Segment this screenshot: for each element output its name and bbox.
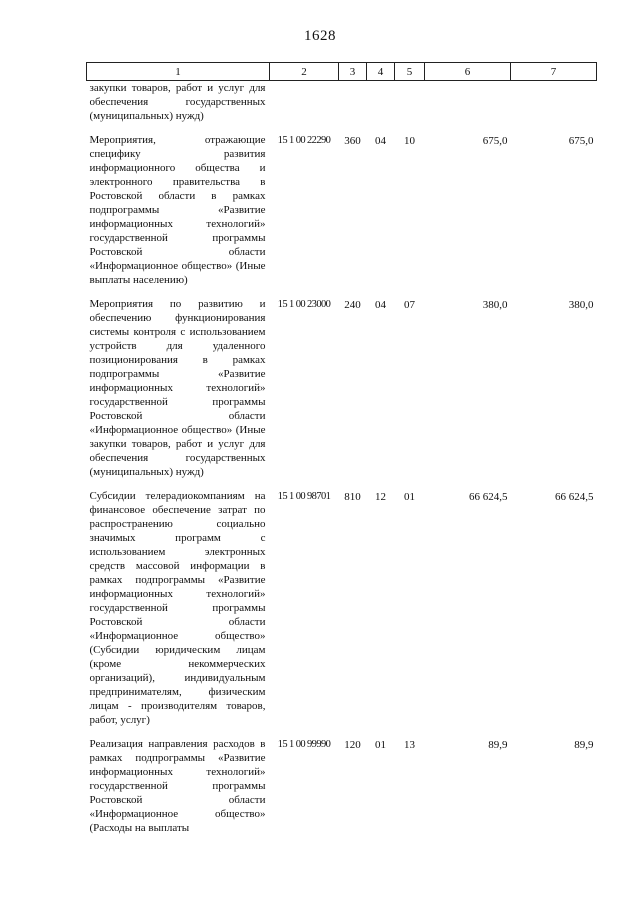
header-row (87, 63, 597, 81)
column-header-1: 1 (87, 63, 270, 81)
table-row (87, 81, 597, 124)
table-body (87, 81, 597, 836)
row-amount-1: 380,0 (482, 299, 508, 311)
budget-table (86, 62, 597, 835)
row-amount-2 (511, 81, 597, 124)
column-header-6: 6 (425, 63, 511, 81)
row-amount-1: 675,0 (482, 135, 508, 147)
column-header-2: 2 (270, 63, 339, 81)
table-row (87, 297, 597, 479)
row-description: закупки товаров, работ и услуг для обеспечения государственных (муниципальных) нужд) (89, 82, 266, 122)
row-amount-2: 66 624,5 (555, 491, 594, 503)
column-header-3: 3 (339, 63, 367, 81)
row-subsection: 07 (404, 299, 415, 311)
row-description: Субсидии телерадиокомпаниям на финансовое обеспечение затрат по распространению социально значимых программ с использованием электронных средств массовой информации в рамках подпрограммы «Развитие информационных технологий» государственной программы Ростовской области «Информационное общество» (Субсидии юридическим лицам (кроме некоммерческих организаций), индивидуальным предпринимателям, физическим лицам - производителям товаров, работ, услуг) (89, 490, 266, 726)
row-target-code (270, 81, 339, 124)
row-target-code: 15 1 00 23000 (277, 299, 331, 310)
column-header-5: 5 (395, 63, 425, 81)
row-spacer (87, 287, 597, 297)
row-section: 01 (375, 739, 386, 751)
row-target-code: 15 1 00 98701 (277, 491, 331, 502)
row-amount-2: 89,9 (574, 739, 594, 751)
row-amount-1: 89,9 (488, 739, 508, 751)
row-description: Реализация направления расходов в рамках подпрограммы «Развитие информационных технологий» государственной программы Ростовской области «Информационное общество» (Расходы на выплаты (89, 738, 266, 834)
table-row (87, 737, 597, 835)
row-spacer (87, 123, 597, 133)
row-spacer (87, 479, 597, 489)
column-header-4: 4 (367, 63, 395, 81)
row-subsection: 01 (404, 491, 415, 503)
row-amount-2: 380,0 (568, 299, 594, 311)
row-section (367, 81, 395, 124)
row-amount-1: 66 624,5 (469, 491, 508, 503)
row-section: 12 (375, 491, 386, 503)
row-expense-type: 810 (344, 491, 361, 503)
page-number: 1628 (304, 28, 336, 44)
table-row (87, 133, 597, 287)
row-target-code: 15 1 00 22290 (277, 135, 331, 146)
row-expense-type (339, 81, 367, 124)
row-amount-1 (425, 81, 511, 124)
row-target-code: 15 1 00 99990 (277, 739, 331, 750)
column-header-7: 7 (511, 63, 597, 81)
row-expense-type: 360 (344, 135, 361, 147)
row-subsection: 10 (404, 135, 415, 147)
table-row (87, 489, 597, 727)
row-spacer (87, 727, 597, 737)
row-amount-2: 675,0 (568, 135, 594, 147)
row-subsection (395, 81, 425, 124)
row-section: 04 (375, 135, 386, 147)
row-subsection: 13 (404, 739, 415, 751)
table-header (87, 63, 597, 81)
row-expense-type: 120 (344, 739, 361, 751)
row-description: Мероприятия, отражающие специфику развития информационного общества и электронного правительства в Ростовской области в рамках подпрограммы «Развитие информационных технологий» государственной программы Ростовской области «Информационное общество» (Иные выплаты населению) (89, 134, 266, 286)
row-description: Мероприятия по развитию и обеспечению функционирования системы контроля с использованием устройств для удаленного позиционирования в рамках подпрограммы «Развитие информационных технологий» государственной программы Ростовской области «Информационное общество» (Иные закупки товаров, работ и услуг для обеспечения государственных (муниципальных) нужд) (89, 298, 266, 478)
row-section: 04 (375, 299, 386, 311)
row-expense-type: 240 (344, 299, 361, 311)
